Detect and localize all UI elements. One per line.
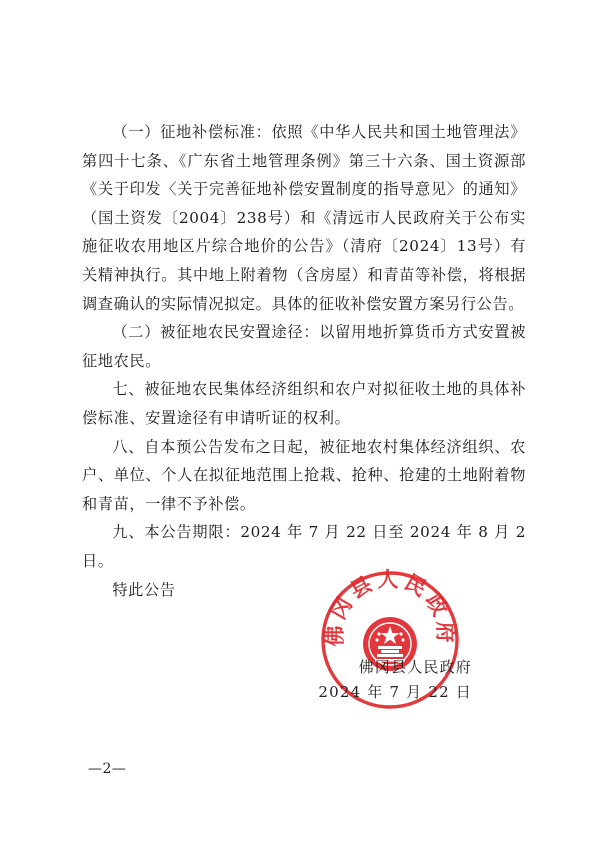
signature-date: 2024 年 7 月 22 日 xyxy=(318,683,472,701)
paragraph-hearing-right: 七、被征地农民集体经济组织和农户对拟征收土地的具体补偿标准、安置途径有申请听证的权利。 xyxy=(82,380,526,427)
paragraph-closing: 特此公告 xyxy=(112,580,176,599)
page-number: —2— xyxy=(88,761,127,777)
signature-organization: 佛冈县人民政府 xyxy=(358,658,472,676)
svg-text:佛冈县人民政府: 佛冈县人民政府 xyxy=(321,568,459,647)
document-body xyxy=(82,118,526,604)
paragraph-notice-period: 九、本公告期限：2024 年 7 月 22 日至 2024 年 8 月 2 日。 xyxy=(82,523,526,570)
paragraph-no-compensation: 八、自本预公告发布之日起，被征地农村集体经济组织、农户、单位、个人在拟征地范围上抢栽、抢种、抢建的土地附着物和青苗，一律不予补偿。 xyxy=(82,437,526,513)
paragraph-resettlement-method: （二）被征地农民安置途径：以留用地折算货币方式安置被征地农民。 xyxy=(82,323,526,370)
paragraph-compensation-standard: （一）征地补偿标准：依照《中华人民共和国土地管理法》第四十七条、《广东省土地管理条例》第三十六条、国土资源部《关于印发〈关于完善征地补偿安置制度的指导意见〉的通知》（国土资发〔2004〕238号）和《清远市人民政府关于公布实施征收农用地区片综合地价的公告》（清府〔2024〕13号）有关精神执行。其中地上附着物（含房屋）和青苗等补偿，将根据调查确认的实际情况拟定。具体的征收补偿安置方案另行公告。 xyxy=(82,123,526,313)
